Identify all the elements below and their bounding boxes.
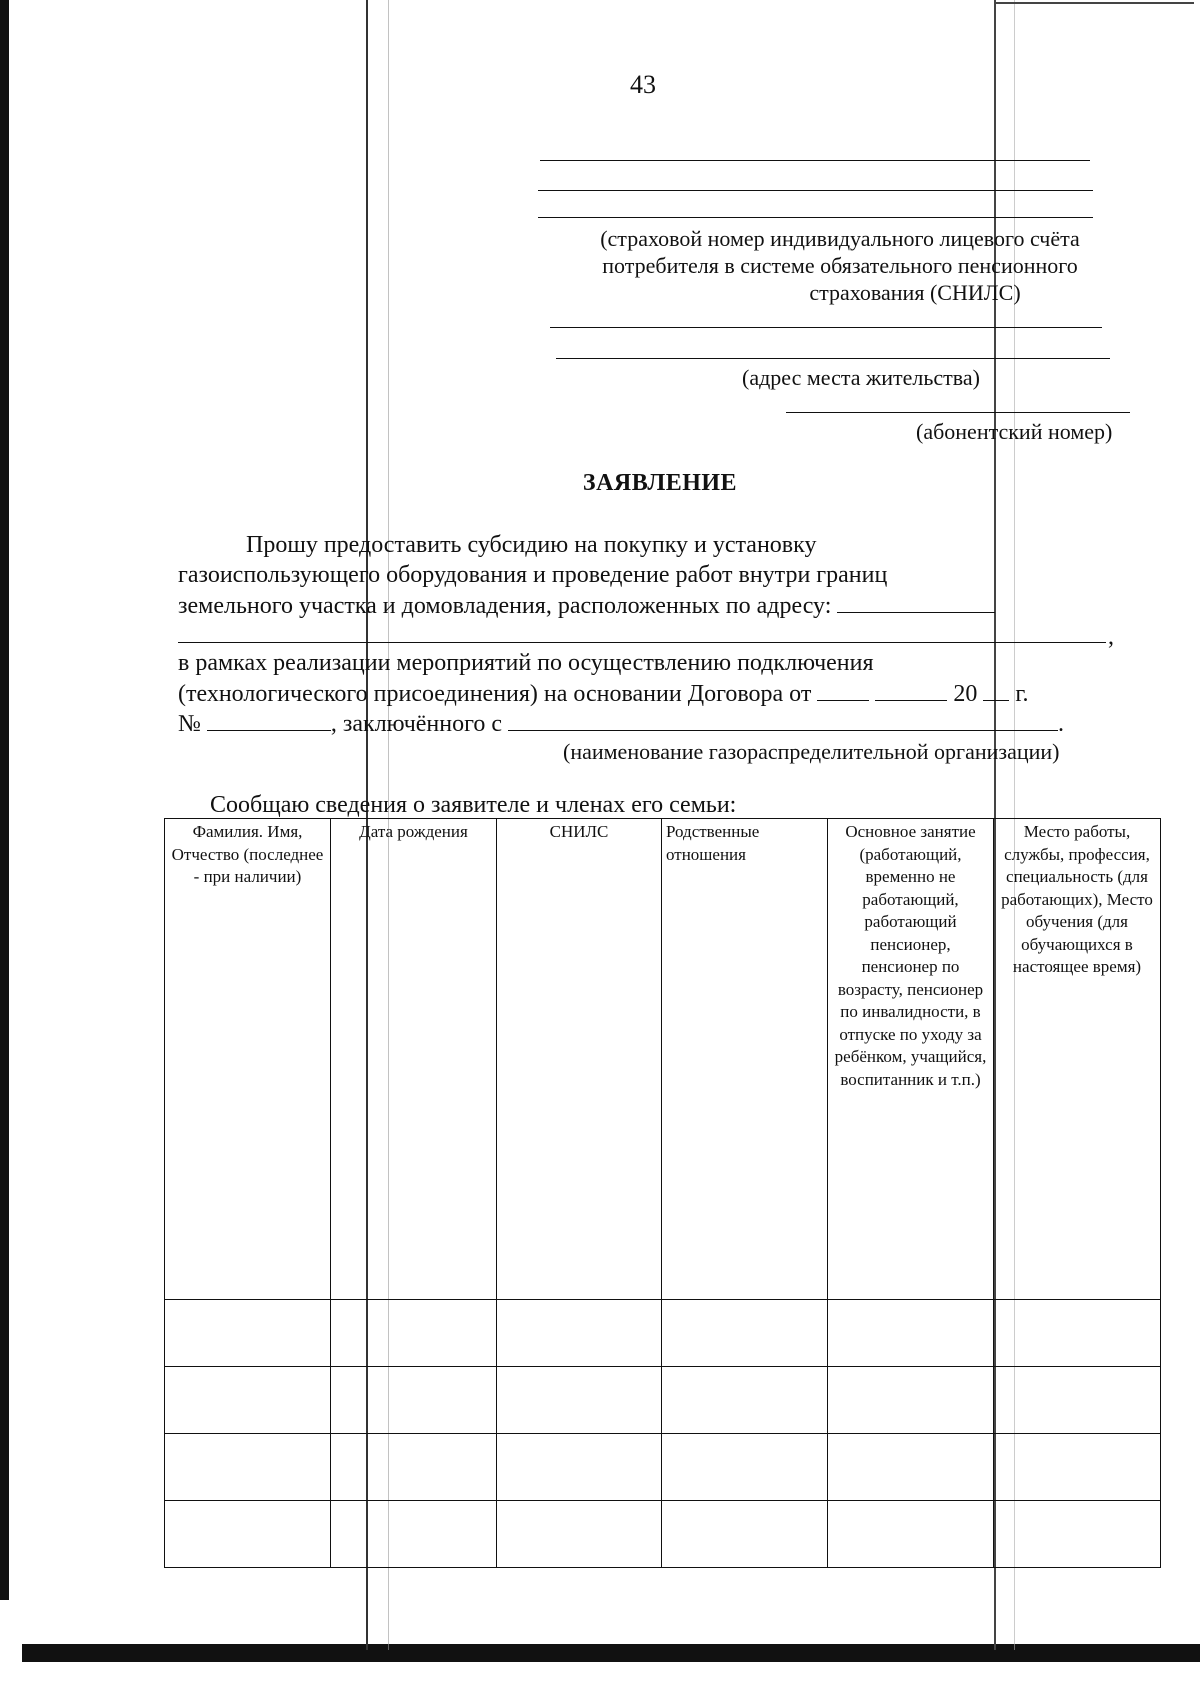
body-line-text: земельного участка и домовладения, расположенных по адресу: bbox=[178, 593, 832, 619]
table-cell[interactable] bbox=[662, 1367, 828, 1434]
header-workplace: Место работы, службы, профессия, специальность (для работающих), Место обучения (для обучающихся в настоящее время) bbox=[994, 819, 1161, 1300]
contract-day-blank bbox=[817, 678, 869, 701]
body-line: Прошу предоставить субсидию на покупку и установку bbox=[246, 532, 817, 558]
table-cell[interactable] bbox=[331, 1367, 497, 1434]
table-cell[interactable] bbox=[994, 1434, 1161, 1501]
contract-number-blank bbox=[207, 708, 331, 731]
table-cell[interactable] bbox=[497, 1501, 662, 1568]
table-cell[interactable] bbox=[165, 1367, 331, 1434]
contract-year-blank bbox=[983, 678, 1009, 701]
scan-edge-line bbox=[994, 2, 1194, 4]
table-cell[interactable] bbox=[828, 1501, 994, 1568]
document-title: ЗАЯВЛЕНИЕ bbox=[582, 470, 738, 496]
table-row bbox=[165, 1434, 1161, 1501]
period: . bbox=[1058, 711, 1064, 737]
table-cell[interactable] bbox=[165, 1300, 331, 1367]
comma: , bbox=[1108, 624, 1114, 650]
header-snils: СНИЛС bbox=[497, 819, 662, 1300]
table-cell[interactable] bbox=[662, 1501, 828, 1568]
snils-blank-line bbox=[540, 160, 1090, 161]
table-cell[interactable] bbox=[994, 1367, 1161, 1434]
table-cell[interactable] bbox=[497, 1367, 662, 1434]
table-cell[interactable] bbox=[828, 1434, 994, 1501]
table-row bbox=[165, 1367, 1161, 1434]
table-row bbox=[165, 1501, 1161, 1568]
snils-blank-line bbox=[538, 190, 1093, 191]
organization-blank bbox=[508, 708, 1058, 731]
family-intro: Сообщаю сведения о заявителе и членах его семьи: bbox=[210, 792, 737, 818]
table-cell[interactable] bbox=[497, 1300, 662, 1367]
table-cell[interactable] bbox=[662, 1434, 828, 1501]
snils-caption bbox=[560, 225, 1120, 306]
contract-month-blank bbox=[875, 678, 947, 701]
table-cell[interactable] bbox=[497, 1434, 662, 1501]
table-cell[interactable] bbox=[331, 1434, 497, 1501]
header-main-occupation: Основное занятие (работающий, временно не работающий, работающий пенсионер, пенсионер по возрасту, пенсионер по инвалидности, в отпуске по уходу за ребёнком, учащийся, воспитанник и т.п.) bbox=[828, 819, 994, 1300]
subscriber-caption: (абонентский номер) bbox=[916, 419, 1113, 444]
body-line bbox=[178, 708, 1064, 739]
address-blank-line bbox=[550, 327, 1102, 328]
table-cell[interactable] bbox=[331, 1501, 497, 1568]
body-line bbox=[178, 590, 995, 621]
family-members-table bbox=[164, 818, 1161, 1568]
table-cell[interactable] bbox=[165, 1434, 331, 1501]
year-prefix: 20 bbox=[953, 681, 978, 707]
header-birth-date: Дата рождения bbox=[331, 819, 497, 1300]
body-line bbox=[178, 678, 1028, 709]
table-cell[interactable] bbox=[662, 1300, 828, 1367]
table-row bbox=[165, 1300, 1161, 1367]
organization-caption: (наименование газораспределительной организации) bbox=[563, 739, 1060, 764]
table-cell[interactable] bbox=[828, 1300, 994, 1367]
table-cell[interactable] bbox=[165, 1501, 331, 1568]
snils-caption-line: потребителя в системе обязательного пенсионного bbox=[602, 253, 1078, 278]
table-cell[interactable] bbox=[828, 1367, 994, 1434]
body-line-text: (технологического присоединения) на основании Договора от bbox=[178, 681, 812, 707]
snils-blank-line bbox=[538, 217, 1093, 218]
table-cell[interactable] bbox=[331, 1300, 497, 1367]
address-blank bbox=[837, 590, 995, 613]
body-line-text: , заключённого с bbox=[330, 711, 502, 737]
address-blank-line bbox=[556, 358, 1110, 359]
address-full-blank-line bbox=[178, 642, 1106, 643]
body-line: газоиспользующего оборудования и проведение работ внутри границ bbox=[178, 562, 888, 588]
number-sign: № bbox=[178, 711, 201, 737]
year-suffix: г. bbox=[1015, 681, 1029, 707]
snils-caption-line: (страховой номер индивидуального лицевого счёта bbox=[600, 226, 1080, 251]
body-line: в рамках реализации мероприятий по осуществлению подключения bbox=[178, 650, 874, 676]
snils-caption-line: страхования (СНИЛС) bbox=[809, 280, 1021, 305]
table-cell[interactable] bbox=[994, 1501, 1161, 1568]
address-caption: (адрес места жительства) bbox=[742, 365, 980, 390]
table-cell[interactable] bbox=[994, 1300, 1161, 1367]
table-header-row bbox=[165, 819, 1161, 1300]
header-full-name: Фамилия. Имя, Отчество (последнее - при наличии) bbox=[165, 819, 331, 1300]
scan-left-edge bbox=[0, 0, 9, 1600]
page-number: 43 bbox=[630, 70, 656, 99]
subscriber-blank-line bbox=[786, 412, 1130, 413]
header-relationship: Родственные отношения bbox=[662, 819, 828, 1300]
scan-bottom-edge bbox=[22, 1644, 1200, 1662]
